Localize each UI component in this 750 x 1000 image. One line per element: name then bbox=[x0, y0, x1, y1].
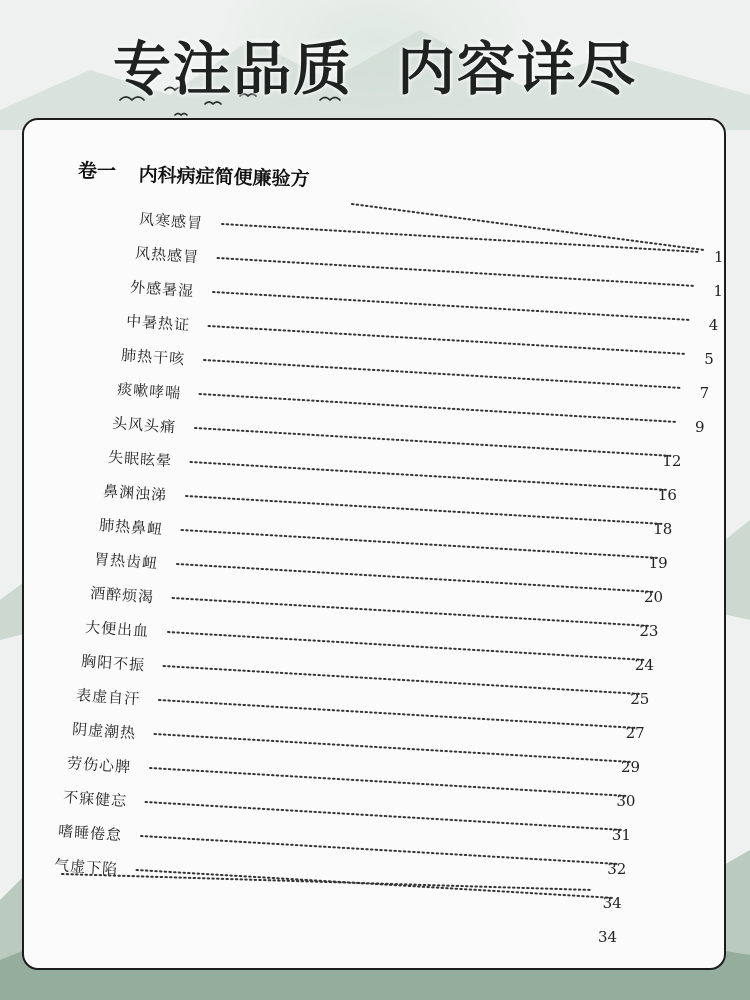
toc-entry-page-number: 9 bbox=[695, 418, 705, 436]
toc-entry-page-number: 32 bbox=[607, 860, 627, 878]
toc-entry-title: 失眠眩晕 bbox=[107, 447, 173, 471]
toc-entry-page-number: 4 bbox=[708, 316, 719, 334]
toc-entry-title: 大便出血 bbox=[84, 617, 150, 641]
toc-dot-leader bbox=[168, 632, 646, 660]
toc-entry-page-number: 20 bbox=[644, 588, 664, 606]
toc-dot-leader bbox=[62, 874, 592, 890]
toc-entry-page-number: 16 bbox=[657, 486, 677, 504]
toc-entry-page-number: 27 bbox=[625, 724, 645, 742]
toc-entry-title: 风寒感冒 bbox=[138, 209, 204, 233]
toc-dot-leader bbox=[209, 326, 687, 354]
chapter-title: 内科病症简便廉验方 bbox=[138, 163, 310, 191]
toc-entry-page-number: 34 bbox=[598, 928, 618, 946]
toc-entry-title: 胃热齿衄 bbox=[93, 549, 159, 573]
toc-entry-title: 阴虚潮热 bbox=[71, 719, 137, 743]
toc-entry-title: 痰嗽哮喘 bbox=[116, 379, 182, 403]
toc-dot-leader bbox=[213, 292, 691, 320]
toc-entry-title: 气虚下陷 bbox=[53, 855, 119, 879]
toc-entry-page-number: 24 bbox=[634, 656, 654, 674]
toc-entry-title: 头风头痛 bbox=[111, 413, 177, 437]
headline-right: 内容详尽 bbox=[397, 35, 638, 103]
toc-entry-page-number: 31 bbox=[611, 826, 631, 844]
toc-entry-page-number: 12 bbox=[662, 452, 682, 470]
toc-entry-title: 外感暑湿 bbox=[129, 277, 195, 301]
toc-entry-page-number: 1 bbox=[714, 248, 724, 266]
toc-dot-leader bbox=[191, 462, 669, 490]
toc-entry-title: 胸阳不振 bbox=[80, 651, 146, 675]
promo-headline bbox=[0, 22, 750, 102]
toc-entry-page-number: 34 bbox=[602, 894, 622, 912]
toc-entry-page-number: 18 bbox=[653, 520, 673, 538]
toc-entry-page-number: 5 bbox=[704, 350, 714, 368]
headline-left: 专注品质 bbox=[112, 35, 353, 103]
toc-dot-leader bbox=[218, 258, 696, 286]
toc-entry-title: 嗜睡倦怠 bbox=[57, 821, 123, 845]
toc-entry-page-number: 30 bbox=[616, 792, 636, 810]
toc-dot-leader bbox=[141, 836, 619, 864]
toc-dot-leader bbox=[222, 224, 700, 252]
toc-entry-title: 肺热鼻衄 bbox=[98, 515, 164, 539]
toc-dot-leader bbox=[186, 496, 664, 524]
toc-dot-leader bbox=[173, 598, 651, 626]
toc-dot-leader bbox=[204, 360, 682, 388]
toc-dot-leader bbox=[137, 870, 615, 898]
toc-dot-leader bbox=[159, 700, 637, 728]
chapter-label: 卷一 bbox=[78, 160, 117, 182]
toc-dot-leader bbox=[150, 768, 628, 796]
toc-entry-page-number: 7 bbox=[699, 384, 710, 402]
toc-entry-title: 劳伤心脾 bbox=[66, 753, 132, 777]
toc-entry-page-number: 1 bbox=[713, 282, 723, 300]
toc-dot-leader bbox=[164, 666, 642, 694]
toc-entry-title: 鼻渊浊涕 bbox=[102, 481, 168, 505]
toc-entry-title: 风热感冒 bbox=[134, 243, 200, 267]
table-of-contents bbox=[24, 120, 726, 970]
toc-dot-leader bbox=[200, 394, 678, 422]
toc-entry-page-number: 25 bbox=[630, 690, 650, 708]
toc-entry-title: 表虚自汗 bbox=[75, 685, 141, 709]
toc-dot-leader bbox=[146, 802, 624, 830]
toc-entry-title: 酒醉烦渴 bbox=[89, 583, 155, 607]
toc-dot-leader bbox=[177, 564, 655, 592]
toc-dot-leader bbox=[195, 428, 673, 456]
toc-entry-title: 肺热干咳 bbox=[120, 345, 186, 369]
toc-dot-leader bbox=[182, 530, 660, 558]
toc-entry-page-number: 29 bbox=[621, 758, 641, 776]
book-page-card bbox=[22, 118, 726, 970]
toc-entry-title: 中暑热证 bbox=[125, 311, 191, 335]
toc-entry-title: 不寐健忘 bbox=[62, 787, 128, 811]
toc-entry-page-number: 19 bbox=[648, 554, 668, 572]
toc-entry-page-number: 23 bbox=[639, 622, 659, 640]
toc-dot-leader bbox=[155, 734, 633, 762]
